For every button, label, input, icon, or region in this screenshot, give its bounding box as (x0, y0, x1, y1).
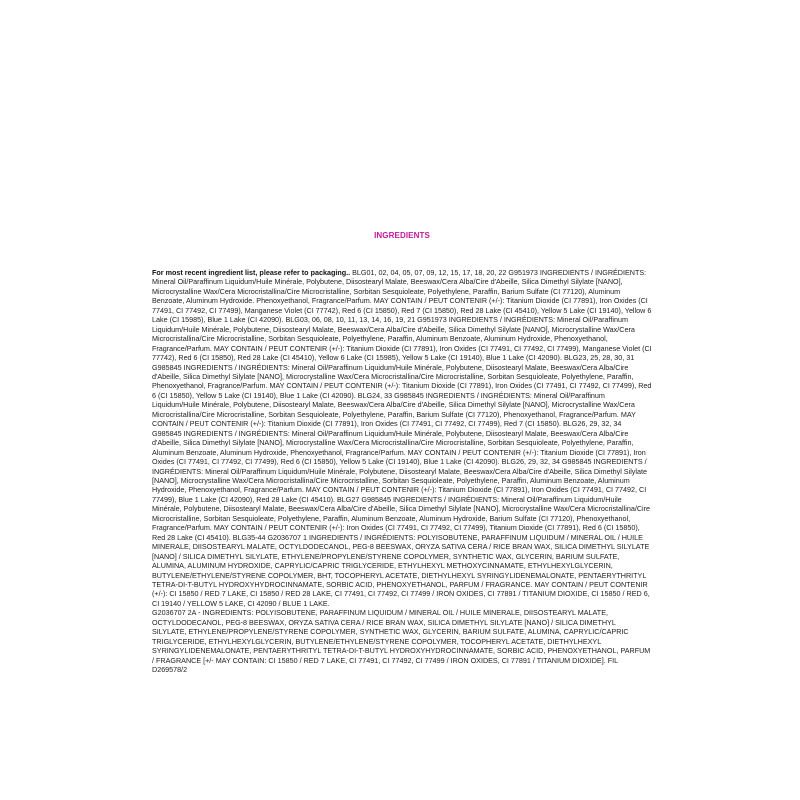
ingredients-list-part-2: G2036707 2A - INGREDIENTS: POLYISOBUTENE, PARAFFINUM LIQUIDUM / MINERAL OIL / HUILE MINERALE, DIISOSTEARYL MALATE, OCTYLDODECANOL, PEG-8 BEESWAX, ORYZA SATIVA CERA / RICE BRAN WAX, SILICA DIMETHYL SILYLATE [NANO] / SILICA DIMETHYL SILYLATE, ETHYLENE/PROPYLENE/STYRENE COPOLYMER, SYNTHETIC WAX, GLYCERIN, BARIUM SULFATE, ALUMINA, CAPRYLIC/CAPRIC TRIGLYCERIDE, ETHYLHEXYLGLYCERIN, BUTYLENE/ETHYLENE/STYRENE COPOLYMER, TOCOPHERYL ACETATE, DIETHYLHEXYL SYRINGYLIDENEMALONATE, PENTAERYTHRITYL TETRA-DI-T-BUTYL HYDROXYHYDROCINNAMATE, SORBIC ACID, PHENOXYETHANOL, PARFUM / FRAGRANCE [+/- MAY CONTAIN: CI 15850 / RED 7 LAKE, CI 77491, CI 77492, CI 77499 / IRON OXIDES, CI 77891 / TITANIUM DIOXIDE]. FIL D269578/2 (152, 608, 651, 675)
ingredients-panel (152, 230, 652, 674)
packaging-note: For most recent ingredient list, please refer to packaging.. (152, 268, 351, 277)
ingredients-list-part-1: BLG01, 02, 04, 05, 07, 09, 12, 15, 17, 18, 20, 22 G951973 INGREDIENTS / INGRÉDIENTS: Mineral Oil/Paraffinum Liquidum/Huile Minérale, Polybutene, Diisostearyl Malate, Beeswax/Cera Alba/Cire d'Abeille, Silica Dimethyl Silylate [NANO], Microcrystalline Wax/Cera Microcristallina/Cire Microcristalline, Sorbitan Sesquioleate, Polyethylene, Paraffin, Barium Sulfate (CI 77120), Aluminum Benzoate, Aluminum Hydroxide. Phenoxyethanol, Fragrance/Parfum. MAY CONTAIN / PEUT CONTENIR (+/-): Titanium Dioxide (CI 77891), Iron Oxides (CI 77491, CI 77492, CI 77499), Manganese Violet (CI 77742), Red 6 (CI 15850), Red 7 (CI 15850), Red 28 Lake (CI 45410), Yellow 5 Lake (CI 19140), Yellow 6 Lake (CI 15985), Blue 1 Lake (CI 42090). BLG03, 06, 08, 10, 11, 13, 14, 16, 19, 21 G951973 INGREDIENTS / INGRÉDIENTS: Mineral Oil/Paraffinum Liquidum/Huile Minérale, Polybutene, Diisostearyl Malate, Beeswax/Cera Alba/Cire d'Abeille, Silica Dimethyl Silylate [NANO], Microcrystalline Wax/Cera Microcristallina/Cire Microcristalline, Sorbitan Sesquioleate, Polyethylene, Paraffin, Aluminum Benzoate, Aluminum Hydroxide, Phenoxyethanol, Fragrance/Parfum. MAY CONTAIN / PEUT CONTENIR (+/-): Titanium Dioxide (CI 77891), Iron Oxides (CI 77491, CI 77492, CI 77499), Manganese Violet (CI 77742), Red 6 (CI 15850), Red 28 Lake (CI 45410), Yellow 6 Lake (CI 15985), Yellow 5 Lake (CI 19140), Blue 1 Lake (CI 42090). BLG23, 25, 28, 30, 31 G985845 INGREDIENTS / INGRÉDIENTS: Mineral Oil/Paraffinum Liquidum/Huile Minérale, Polybutene, Diisostearyl Malate, Beeswax/Cera Alba/Cire d'Abeille, Silica Dimethyl Silylate [NANO], Microcrystalline Wax/Cera Microcristallina/Cire Microcristalline, Sorbitan Sesquioleate, Polyethylene, Paraffin, Phenoxyethanol, Fragrance/Parfum. MAY CONTAIN / PEUT CONTENIR (+/-): Titanium Dioxide (CI 77891), Iron Oxides (CI 77491, CI 77492, CI 77499), Red 6 (CI 15850), Yellow 5 Lake (CI 19140), Blue 1 Lake (CI 42090). BLG24, 33 G985845 INGREDIENTS / INGRÉDIENTS: Mineral Oil/Paraffinum Liquidum/Huile Minérale, Polybutene, Diisostearyl Malate, Beeswax/Cera Alba/Cire d'Abeille, Silica Dimethyl Silylate [NANO], Microcrystalline Wax/Cera Microcristallina/Cire Microcristalline, Sorbitan Sesquioleate, Polyethylene, Paraffin, Barium Sulfate (CI 77120), Phenoxyethanol, Fragrance/Parfum. MAY CONTAIN / PEUT CONTENIR (+/-): Titanium Dioxide (CI 77891), Iron Oxides (CI 77491, CI 77492, CI 77499), Red 7 (CI 15850). BLG26, 29, 32, 34 G985845 INGREDIENTS / INGRÉDIENTS: Mineral Oil/Paraffinum Liquidum/Huile Minérale, Polybutene, Diisostearyl Malate, Beeswax/Cera Alba/Cire d'Abeille, Silica Dimethyl Silylate [NANO], Microcrystalline Wax/Cera Microcristallina/Cire Microcristalline, Sorbitan Sesquioleate, Polyethylene, Paraffin, Aluminum Benzoate, Aluminum Hydroxide, Phenoxyethanol, Fragrance/Parfum. MAY CONTAIN / PEUT CONTENIR (+/-): Titanium Dioxide (CI 77891), Iron Oxides (CI 77491, CI 77492, CI 77499), Red 6 (CI 15850), Yellow 5 Lake (CI 19140), Blue 1 Lake (CI 42090). BLG26, 29, 32, 34 G985845 INGREDIENTS / INGRÉDIENTS: Mineral Oil/Paraffinum Liquidum/Huile Minérale, Polybutene, Diisostearyl Malate, Beeswax/Cera Alba/Cire d'Abeille, Silica Dimethyl Silylate [NANO], Microcrystalline Wax/Cera Microcristallina/Cire Microcristalline, Sorbitan Sesquioleate, Polyethylene, Paraffin, Aluminum Benzoate, Aluminum Hydroxide, Phenoxyethanol, Fragrance/Parfum. MAY CONTAIN / PEUT CONTENIR (+/-): Titanium Dioxide (CI 77891), Iron Oxides (CI 77491, CI 77492, CI 77499), Blue 1 Lake (CI 42090), Red 28 Lake (CI 45410). BLG27 G985845 INGREDIENTS / INGRÉDIENTS: Mineral Oil/Paraffinum Liquidum/Huile Minérale, Polybutene, Diisostearyl Malate, Beeswax/Cera Alba/Cire d'Abeille, Silica Dimethyl Silylate [NANO], Microcrystalline Wax/Cera Microcristallina/Cire Microcristalline, Sorbitan Sesquioleate, Polyethylene, Paraffin, Aluminum Benzoate, Aluminum Hydroxide, Barium Sulfate (CI 77120), Phenoxyethanol, Fragrance/Parfum. MAY CONTAIN / PEUT CONTENIR (+/-): Iron Oxides (CI 77491, CI 77492, CI 77499), Titanium Dioxide (CI 77891), Red 6 (CI 15850), Red 28 Lake (CI 45410). BLG35-44 G2036707 1 INGREDIENTS / INGRÉDIENTS: POLYISOBUTENE, PARAFFINUM LIQUIDUM / MINERAL OIL / HUILE MINERALE, DIISOSTEARYL MALATE, OCTYLDODECANOL, PEG-8 BEESWAX, ORYZA SATIVA CERA / RICE BRAN WAX, SILICA DIMETHYL SILYLATE [NANO] / SILICA DIMETHYL SILYLATE, ETHYLENE/PROPYLENE/STYRENE COPOLYMER, SYNTHETIC WAX, GLYCERIN, BARIUM SULFATE, ALUMINA, ALUMINUM HYDROXIDE, CAPRYLIC/CAPRIC TRIGLYCERIDE, ETHYLHEXYL METHOXYCINNAMATE, ETHYLHEXYLGLYCERIN, BUTYLENE/ETHYLENE/STYRENE COPOLYMER, BHT, TOCOPHERYL ACETATE, DIETHYLHEXYL SYRINGYLIDENEMALONATE, PENTAERYTHRITYL TETRA-DI-T-BUTYL HYDROXYHYDROCINNAMATE, SORBIC ACID, PHENOXYETHANOL, PARFUM / FRAGRANCE. MAY CONTAIN / PEUT CONTENIR (+/-): CI 15850 / RED 7 LAKE, CI 15850 / RED 28 LAKE, CI 77491, CI 77492, CI 77499 / IRON OXIDES, CI 77891 / TITANIUM DIOXIDE, CI 15850 / RED 6, CI 19140 / YELLOW 5 LAKE, CI 42090 / BLUE 1 LAKE. (152, 268, 652, 608)
ingredients-heading: INGREDIENTS (374, 231, 430, 240)
ingredients-text (152, 268, 652, 674)
